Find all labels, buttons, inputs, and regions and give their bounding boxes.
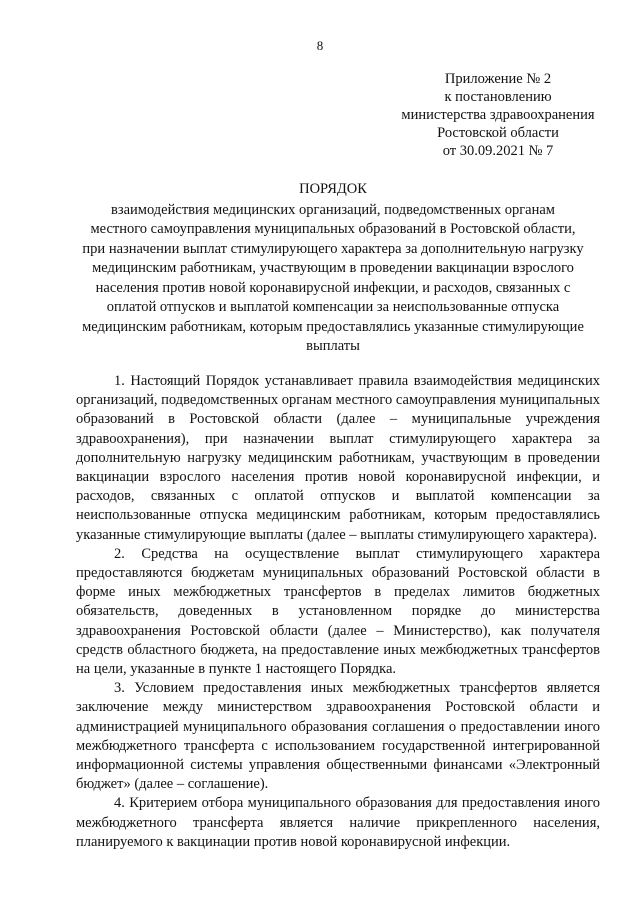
paragraph: 2. Средства на осуществление выплат стимулирующего характера предоставляются бюджетам муниципальных образований Ростовской области в форме иных межбюджетных трансфертов в пределах лимитов бюджетных обязательств, доведенных в установленном порядке до министерства здравоохранения Ростовской области (далее – Министерство), как получателя средств областного бюджета, на предоставление иных межбюджетных трансфертов на цели, указанные в пункте 1 настоящего Порядка. bbox=[76, 545, 600, 678]
document-heading bbox=[82, 180, 584, 357]
appendix-block bbox=[398, 70, 598, 160]
appendix-line: от 30.09.2021 № 7 bbox=[442, 143, 554, 159]
paragraph: 3. Условием предоставления иных межбюджетных трансфертов является заключение между министерством здравоохранения Ростовской области и администрацией муниципального образования соглашения о предоставлении иного межбюджетного трансферта с использованием государственной интегрированной информационной системы управления общественными финансами «Электронный бюджет» (далее – соглашение). bbox=[76, 680, 600, 793]
page-number: 8 bbox=[316, 38, 324, 53]
appendix-line: к постановлению bbox=[444, 89, 552, 105]
appendix-line: Приложение № 2 bbox=[444, 71, 552, 87]
document-body bbox=[76, 372, 600, 852]
paragraph: 4. Критерием отбора муниципального образования для предоставления иного межбюджетного трансферта является наличие прикрепленного населения, планируемого к вакцинации против новой коронавирусной инфекции. bbox=[76, 795, 600, 850]
appendix-line: Ростовской области bbox=[437, 125, 559, 141]
paragraph: 1. Настоящий Порядок устанавливает правила взаимодействия медицинских организаций, подведомственных органам местного самоуправления муниципальных образований в Ростовской области (далее – муниципальные учреждения здравоохранения), при назначении выплат стимулирующего характера за дополнительную нагрузку медицинским работникам, участвующим в проведении вакцинации взрослого населения против новой коронавирусной инфекции, и расходов, связанных с оплатой отпусков и выплатой компенсации за неиспользованные отпуска медицинским работникам, которым предоставлялись указанные стимулирующие выплаты (далее – выплаты стимулирующего характера). bbox=[76, 373, 600, 543]
document-title: ПОРЯДОК bbox=[299, 181, 367, 197]
document-subtitle: взаимодействия медицинских организаций, подведомственных органам местного самоуправления муниципальных образований в Ростовской области, при назначении выплат стимулирующего характера за дополнительную нагрузку медицинским работникам, участвующим в проведении вакцинации взрослого населения против новой коронавирусной инфекции, и расходов, связанных с оплатой отпусков и выплатой компенсации за неиспользованные отпуска медицинским работникам, которым предоставлялись указанные стимулирующие выплаты bbox=[82, 201, 584, 354]
appendix-line: министерства здравоохранения bbox=[401, 107, 595, 123]
